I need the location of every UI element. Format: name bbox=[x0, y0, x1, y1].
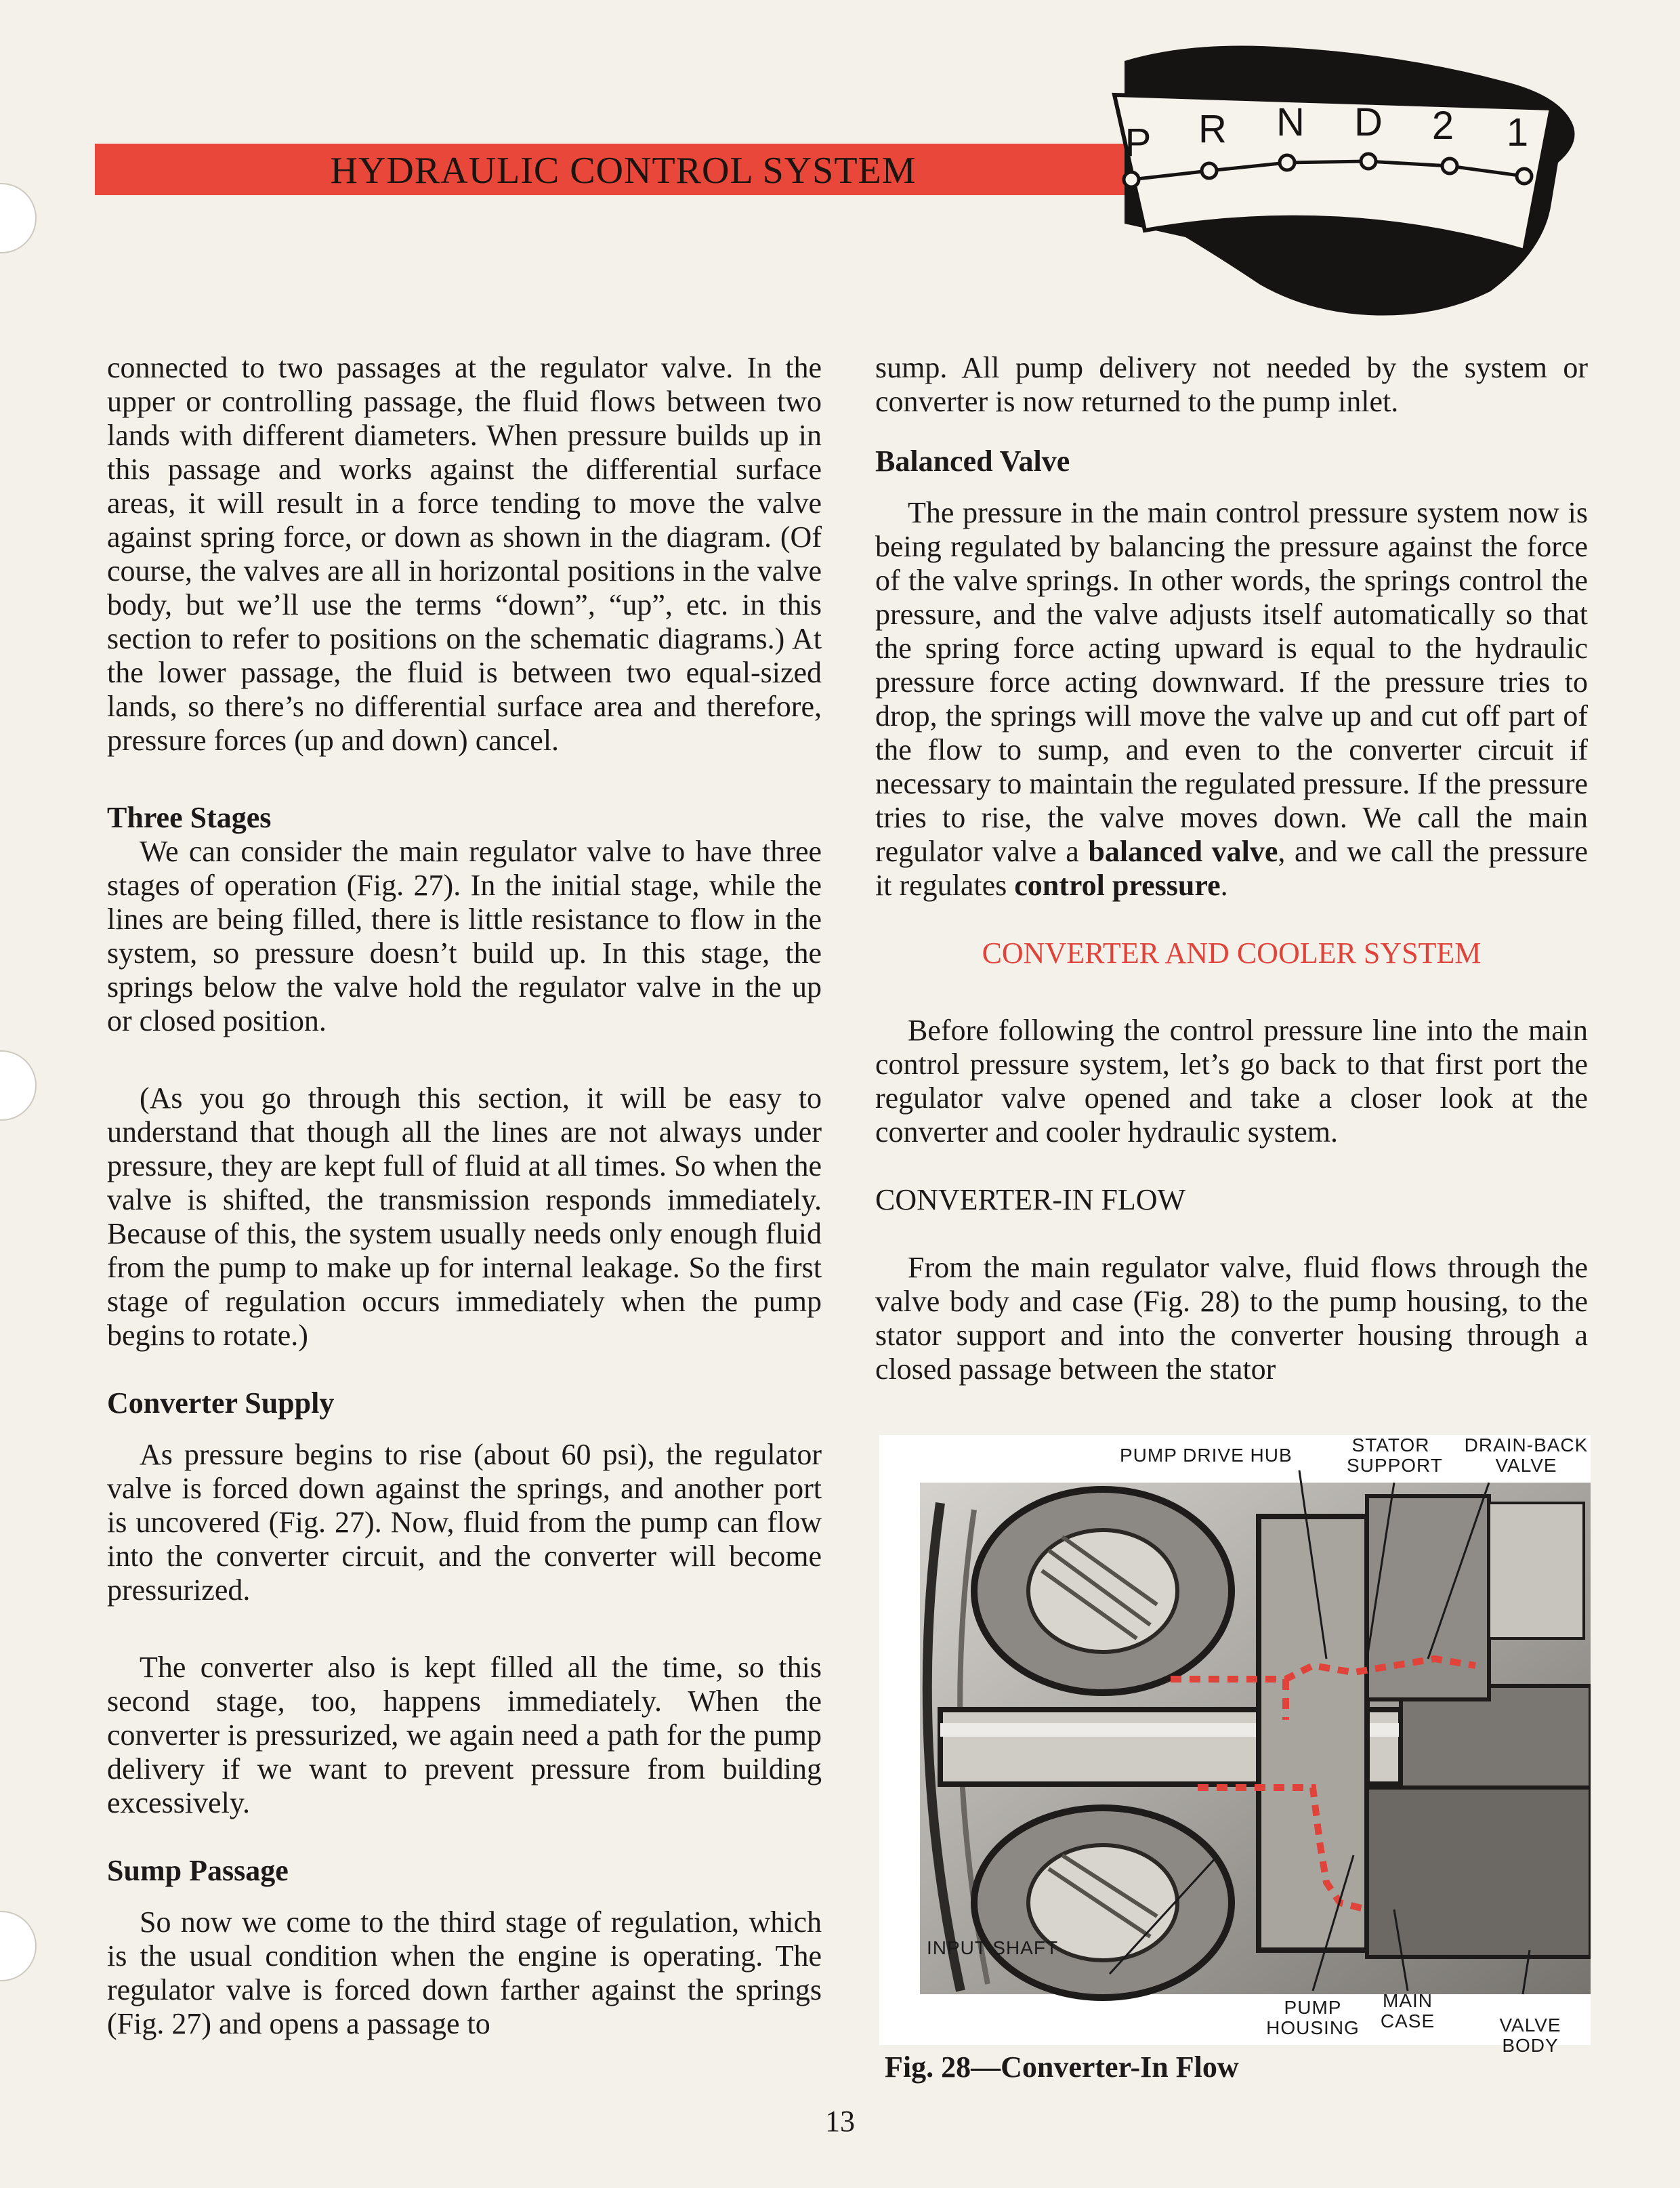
figure-caption: Fig. 28—Converter-In Flow bbox=[885, 2050, 1239, 2084]
label-pump-drive-hub: PUMP DRIVE HUB bbox=[1120, 1445, 1293, 1466]
paragraph: connected to two passages at the regulator valve. In the upper or controlling passage, the fluid flows between two lands with different diameters. When pressure builds up in this passage and works against the differential surface areas, it will result in a force tending to move the valve against spring force, or down as shown in the diagram. (Of course, the valves are all in horizontal positions in the valve body, but we’ll use the terms “down”, “up”, etc. in this section to refer to positions on the schematic diagrams.) At the lower passage, the fluid is between two equal-sized lands, so there’s no differential surface area and therefore, pressure forces (up and down) cancel. bbox=[107, 351, 822, 757]
figure-converter-in-flow bbox=[879, 1434, 1591, 2056]
header-banner bbox=[95, 144, 1152, 195]
gear-selector-logo bbox=[1084, 27, 1599, 325]
label-pump-housing: PUMP HOUSING bbox=[1266, 1997, 1360, 2038]
heading-three-stages: Three Stages bbox=[107, 801, 272, 834]
page-title: HYDRAULIC CONTROL SYSTEM bbox=[330, 150, 917, 192]
label-main-case: MAIN CASE bbox=[1380, 1990, 1435, 2031]
punch-hole bbox=[0, 1911, 37, 1981]
gear-letter-p: P bbox=[1125, 121, 1152, 165]
label-valve-body: VALVE BODY bbox=[1499, 2015, 1561, 2056]
section-heading-converter-cooler: CONVERTER AND COOLER SYSTEM bbox=[982, 936, 1482, 970]
paragraph: The converter also is kept filled all the time, so this second stage, too, happens immediately. When the converter is pressurized, we again need a path for the pump delivery if we want to prevent pressure from building excessively. bbox=[107, 1651, 822, 1819]
gear-letter-n: N bbox=[1276, 100, 1305, 144]
label-drain-back-valve: DRAIN-BACK VALVE bbox=[1464, 1434, 1589, 1476]
gear-letter-r: R bbox=[1198, 107, 1227, 151]
paragraph: From the main regulator valve, fluid flows through the valve body and case (Fig. 28) to the pump housing, to the stator support and into the converter housing through a closed passage between the stator bbox=[875, 1251, 1588, 1386]
punch-hole bbox=[0, 1050, 37, 1121]
label-input-shaft: INPUT SHAFT bbox=[927, 1937, 1059, 1958]
paragraph: sump. All pump delivery not needed by the system or converter is now returned to the pump inlet. bbox=[875, 351, 1588, 418]
right-column bbox=[875, 351, 1588, 1386]
label-stator-support: STATOR SUPPORT bbox=[1347, 1434, 1443, 1476]
punch-hole bbox=[0, 183, 37, 253]
page-number: 13 bbox=[825, 2105, 855, 2138]
gear-letter-d: D bbox=[1354, 100, 1383, 144]
term-control-pressure: control pressure bbox=[1014, 869, 1221, 902]
gear-letter-1: 1 bbox=[1506, 110, 1529, 154]
paragraph: Before following the control pressure line into the main control pressure system, let’s go back to that first port the regulator valve opened and take a closer look at the converter and cooler hydraulic system. bbox=[875, 1014, 1588, 1149]
heading-sump-passage: Sump Passage bbox=[107, 1854, 289, 1887]
heading-converter-supply: Converter Supply bbox=[107, 1386, 335, 1420]
term-balanced-valve: balanced valve bbox=[1088, 835, 1278, 868]
heading-converter-in-flow: CONVERTER-IN FLOW bbox=[875, 1183, 1186, 1216]
paragraph: As pressure begins to rise (about 60 psi), the regulator valve is forced down against the springs, and another port is uncovered (Fig. 27). Now, fluid from the pump can flow into the converter circuit, and the converter will become pressurized. bbox=[107, 1438, 822, 1607]
paragraph: We can consider the main regulator valve to have three stages of operation (Fig. 27). In the initial stage, while the lines are being filled, there is little resistance to flow in the system, so pressure doesn’t build up. In this stage, the springs below the valve hold the regulator valve in the up or closed position. bbox=[107, 835, 822, 1037]
heading-balanced-valve: Balanced Valve bbox=[875, 445, 1070, 478]
paragraph: The pressure in the main control pressure system now is being regulated by balancing the pressure against the force of the valve springs. In other words, the springs control the pressure, and the valve adjusts itself automatically so that the spring force acting upward is equal to the hydraulic pressure force acting downward. If the pressure tries to drop, the springs will move the valve up and cut off part of the flow to sump, and even to the converter circuit if necessary to maintain the regulated pressure. If the pressure tries to rise, the valve moves down. We call the main regulator valve a balanced valve, and we call the pressure it regulates control pressure. bbox=[875, 496, 1588, 902]
gear-letter-2: 2 bbox=[1431, 104, 1454, 148]
paragraph: (As you go through this section, it will be easy to understand that though all the lines are not always under pressure, they are kept full of fluid at all times. So when the valve is shifted, the transmission responds immediately. Because of this, the system usually needs only enough fluid from the pump to make up for internal leakage. So the first stage of regulation occurs immediately when the pump begins to rotate.) bbox=[107, 1081, 822, 1352]
left-column bbox=[107, 351, 822, 2041]
paragraph: So now we come to the third stage of regulation, which is the usual condition when the engine is operating. The regulator valve is forced down farther against the springs (Fig. 27) and opens a passage to bbox=[107, 1905, 822, 2040]
